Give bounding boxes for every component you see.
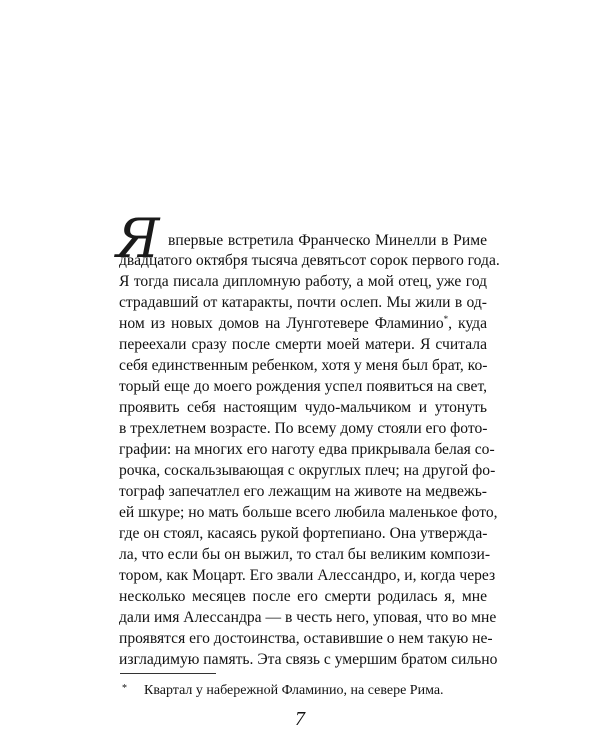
page-number: 7 bbox=[295, 708, 305, 730]
footnote-mark: * bbox=[122, 683, 127, 694]
text-line: где он стоял, касаясь рукой фортепиано. Она утвержда- bbox=[119, 525, 488, 542]
text-line: в трехлетнем возрасте. По всему дому стояли его фото- bbox=[119, 420, 488, 437]
footnote-divider bbox=[120, 673, 216, 674]
text-line: двадцатого октября тысяча девятьсот сорок первого года. bbox=[119, 252, 500, 269]
text-line: себя единственным ребенком, хотя у меня был брат, ко- bbox=[119, 357, 488, 374]
text-line: тором, как Моцарт. Его звали Алессандро, и, когда через bbox=[119, 567, 496, 584]
text-line: дали имя Алессандра — в честь него, уповая, что во мне bbox=[119, 609, 497, 626]
text-line: ла, что если бы он выжил, то стал бы великим компози- bbox=[119, 546, 491, 563]
text-line: несколько месяцев после его смерти родилась я, мне bbox=[119, 588, 487, 605]
text-line: рочка, соскальзывающая с округлых плеч; на другой фо- bbox=[119, 462, 496, 479]
text-line bbox=[119, 314, 487, 334]
text-line: проявить себя настоящим чудо-мальчиком и утонуть bbox=[119, 399, 487, 416]
text-line: тограф запечатлел его лежащим на животе на медвежь- bbox=[119, 483, 487, 500]
text-line: впервые встретила Франческо Минелли в Риме bbox=[168, 232, 487, 249]
text-line: изгладимую память. Эта связь с умершим братом сильно bbox=[119, 651, 498, 668]
footnote-text: Квартал у набережной Фламинио, на севере Рима. bbox=[144, 683, 444, 698]
text-line: торый еще до моего рождения успел появиться на свет, bbox=[119, 378, 487, 395]
text-line: графии: на многих его наготу едва прикрывала белая со- bbox=[119, 441, 495, 458]
text-line-part: , куда bbox=[448, 315, 487, 332]
footnote-ref-mark: * bbox=[443, 313, 449, 324]
text-line: проявятся его достоинства, оставившие о нем такую не- bbox=[119, 630, 493, 647]
text-line: ей шкуре; но мать больше всего любила маленькое фото, bbox=[119, 504, 498, 521]
drop-cap-letter: Я bbox=[116, 207, 160, 270]
text-line: страдавший от катаракты, почти ослеп. Мы жили в од- bbox=[119, 294, 487, 311]
text-line: переехали сразу после смерти моей матери. Я считала bbox=[119, 336, 487, 353]
text-line-part: ном из новых домов на Лунготевере Фламинио bbox=[119, 315, 444, 332]
text-line: Я тогда писала дипломную работу, а мой отец, уже год bbox=[119, 273, 487, 290]
